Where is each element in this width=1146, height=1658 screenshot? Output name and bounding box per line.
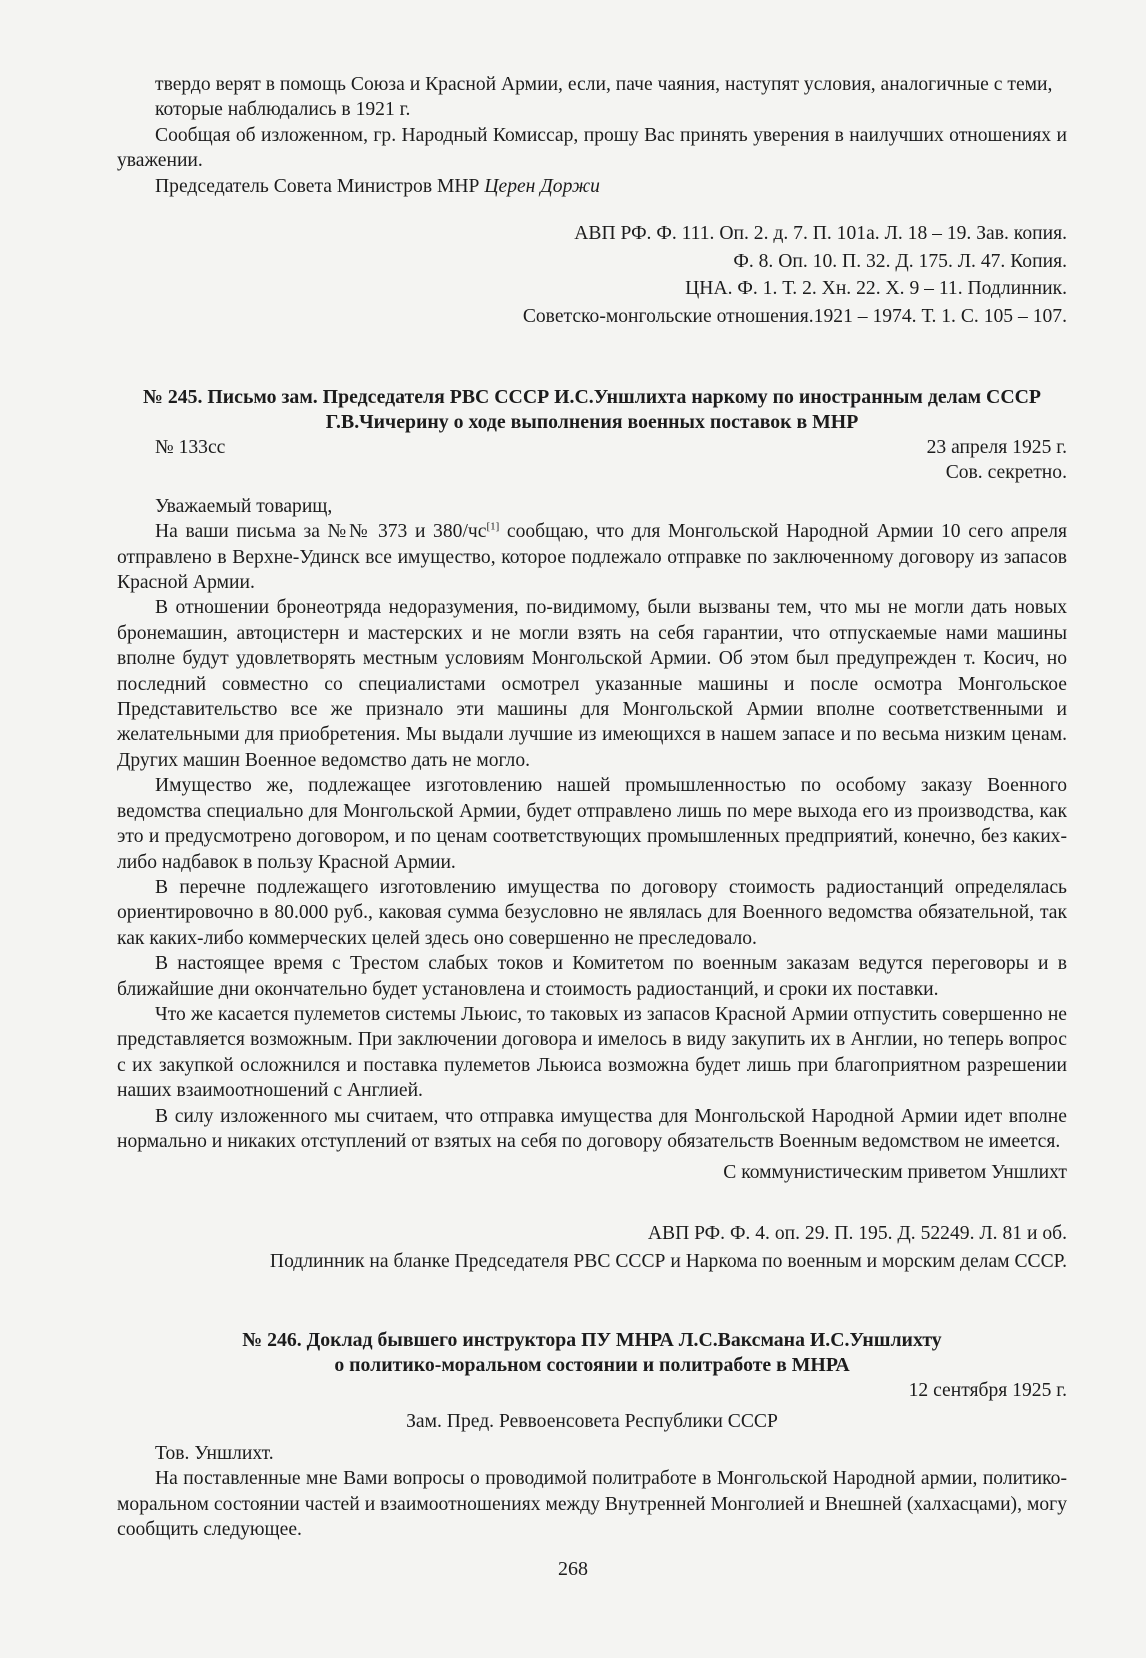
document-heading-line2: о политико-моральном состоянии и политработе в МНРА	[334, 1354, 850, 1376]
greeting: Уважаемый товарищ,	[155, 495, 333, 517]
document-heading-line2: Г.В.Чичерину о ходе выполнения военных поставок в МНР	[325, 411, 859, 433]
document-date: 12 сентября 1925 г.	[908, 1380, 1067, 1401]
signature-name: Церен Доржи	[484, 175, 600, 197]
source-line: ЦНА. Ф. 1. Т. 2. Хн. 22. Х. 9 – 11. Подлинник.	[685, 278, 1067, 299]
document-heading-line1: № 245. Письмо зам. Председателя РВС СССР И.С.Уншлихта наркому по иностранным делам СССР	[143, 386, 1041, 408]
body-paragraph: Имущество же, подлежащее изготовлению нашей промышленностью по особому заказу Военного ведомства специально для Монгольской Армии, будет отправлено лишь по мере выхода его из производства, как это и предусмотрено договором, и по ценам соответствующих промышленных предприятий, конечно, без каких-либо надбавок в пользу Красной Армии.	[117, 775, 1067, 873]
source-line: Подлинник на бланке Председателя РВС СССР и Наркома по военным и морским делам СССР.	[269, 1250, 1067, 1272]
signature-line	[117, 174, 1067, 199]
body-paragraph: В перечне подлежащего изготовлению имущества по договору стоимость радиостанций определялась ориентировочно в 80.000 руб., каковая сумма безусловно не являлась для Военного ведомства обязательной, так как каких-либо коммерческих целей здесь оно совершенно не преследовало.	[117, 876, 1067, 949]
archive-sources-244	[117, 220, 1067, 330]
signature-title: Председатель Совета Министров МНР	[155, 175, 485, 197]
document-heading-line1: № 246. Доклад бывшего инструктора ПУ МНРА Л.С.Ваксмана И.С.Уншлихту	[242, 1329, 942, 1351]
classification-label: Сов. секретно.	[945, 462, 1067, 484]
source-line: Советско-монгольские отношения.1921 – 1974. Т. 1. С. 105 – 107.	[522, 305, 1067, 327]
archive-sources-245	[117, 1220, 1067, 1275]
footnote-marker: [1]	[486, 520, 500, 533]
document-number: № 133сс	[155, 437, 226, 458]
body-paragraph: В настоящее время с Трестом слабых токов и Комитетом по военным заказам ведутся переговоры и в ближайшие дни окончательно будет установлена и стоимость радиостанций, и сроки их поставки.	[117, 953, 1067, 1000]
paragraph-text: На ваши письма за №№ 373 и 380/чс	[155, 521, 487, 543]
document-date: 23 апреля 1925 г.	[926, 437, 1067, 458]
body-paragraph	[117, 519, 1067, 595]
page-number: 268	[558, 1558, 588, 1580]
source-line: АВП РФ. Ф. 4. оп. 29. П. 195. Д. 52249. Л. 81 и об.	[647, 1223, 1067, 1244]
paragraph-text: сообщаю, что для Монгольской Народной Армии 10 сего апреля отправлено в Верхне-Удинск все имущество, которое подлежало отправке по заключенному договору из запасов Красной Армии.	[117, 521, 1067, 594]
document-246	[117, 1328, 1067, 1542]
greeting: Тов. Уншлихт.	[155, 1442, 274, 1464]
closing-signature: С коммунистическим приветом Уншлихт	[723, 1162, 1067, 1184]
addressee: Зам. Пред. Реввоенсовета Республики СССР	[406, 1411, 778, 1433]
closing-paragraph: Сообщая об изложенном, гр. Народный Комиссар, прошу Вас принять уверения в наилучших отношениях и уважении.	[117, 124, 1067, 172]
document-245	[117, 385, 1067, 1186]
body-paragraph: В силу изложенного мы считаем, что отправка имущества для Монгольской Народной Армии идет вполне нормально и никаких отступлений от взятых на себя по договору обязательств Военным ведомством не имеется.	[117, 1105, 1067, 1152]
body-paragraph: Что же касается пулеметов системы Льюис, то таковых из запасов Красной Армии отпустить совершенно не представляется возможным. При заключении договора и имелось в виду закупить их в Англии, но теперь вопрос с их закупкой осложнился и поставка пулеметов Льюиса возможна будет лишь при благоприятном разрешении наших взаимоотношений с Англией.	[117, 1003, 1067, 1102]
source-line: АВП РФ. Ф. 111. Оп. 2. д. 7. П. 101а. Л. 18 – 19. Зав. копия.	[574, 223, 1067, 244]
body-paragraph: В отношении бронеотряда недоразумения, по-видимому, были вызваны тем, что мы не могли дать новых бронемашин, автоцистерн и мастерских и не могли взять на себя гарантии, что отпускаемые нами машины вполне будут удовлетворять местным условиям Монгольской Армии. Об этом был предупрежден т. Косич, но последний совместно со специалистами осмотрел указанные машины и после осмотра Монгольское Представительство все же признало эти машины для Монгольской Армии вполне соответственными и желательными для приобретения. Мы выдали лучшие из имеющихся в нашем запасе и по весьма низким ценам. Других машин Военное ведомство дать не могло.	[117, 597, 1067, 771]
body-paragraph: На поставленные мне Вами вопросы о проводимой политработе в Монгольской Народной армии, политико-моральном состоянии частей и взаимоотношениях между Внутренней Монголией и Внешней (халхасцами), могу сообщить следующее.	[117, 1468, 1067, 1541]
number-date-row	[117, 435, 1067, 460]
continuation-paragraph: твердо верят в помощь Союза и Красной Армии, если, паче чаяния, наступят условия, аналогичные с теми, которые наблюдались в 1921 г.	[155, 74, 1053, 121]
source-line: Ф. 8. Оп. 10. П. 32. Д. 175. Л. 47. Копия.	[733, 250, 1067, 272]
letter-continuation	[117, 72, 1067, 199]
